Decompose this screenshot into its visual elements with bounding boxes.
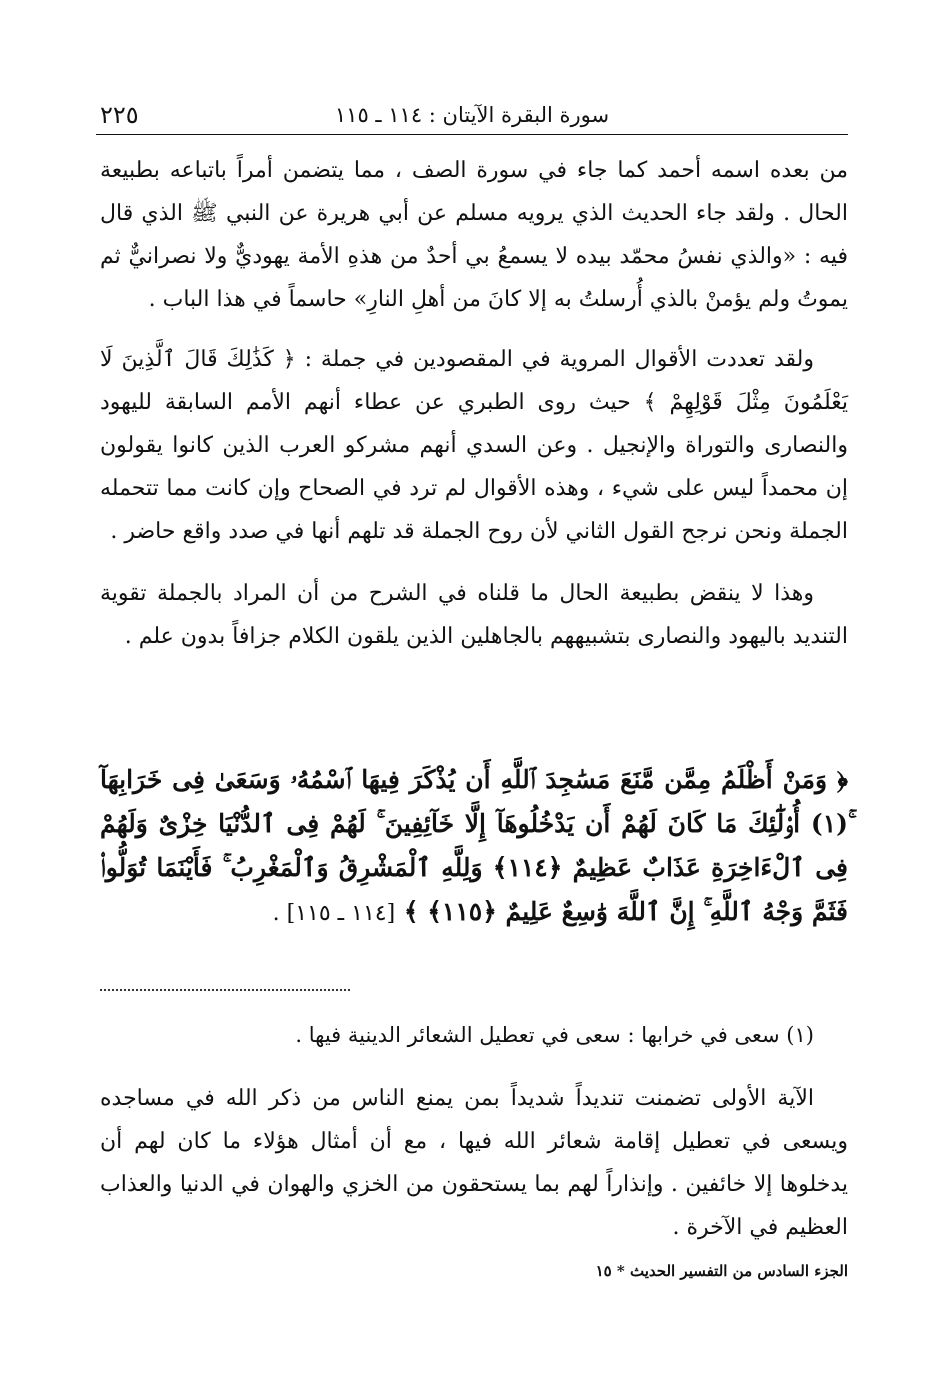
running-title: سورة البقرة الآيتان : ١١٤ ـ ١١٥ [334, 103, 610, 127]
page-footer [100, 1262, 848, 1280]
footnote-text: (١) سعى في خرابها : سعى في تعطيل الشعائر الدينية فيها . [295, 1023, 814, 1047]
quran-verse [100, 758, 848, 936]
commentary-paragraph [100, 1077, 848, 1249]
paragraph-text: الآية الأولى تضمنت تنديداً شديداً بمن يمنع الناس من ذكر الله في مساجده ويسعى في تعطيل إقامة شعائر الله فيها ، مع أن أمثال هؤلاء ما كان لهم أن يدخلوها إلا خائفين . وإنذاراً لهم بما يستحقون من الخزي والهوان في الدنيا والعذاب العظيم في الآخرة . [100, 1086, 848, 1240]
footer-text: الجزء السادس من التفسير الحديث * ١٥ [595, 1262, 848, 1280]
verse-text: ﴿ وَمَنْ أَظْلَمُ مِمَّن مَّنَعَ مَسَٰجِدَ ٱللَّهِ أَن يُذْكَرَ فِيهَا ٱسْمُهُۥ وَسَعَىٰ فِى خَرَابِهَآ ۚ(١) أُو۟لَٰٓئِكَ مَا كَانَ لَهُمْ أَن يَدْخُلُوهَآ إِلَّا خَآئِفِينَ ۚ لَهُمْ فِى ٱلدُّنْيَا خِزْىٌ وَلَهُمْ فِى ٱلْءَاخِرَةِ عَذَابٌ عَظِيمٌ ﴿١١٤﴾ وَلِلَّهِ ٱلْمَشْرِقُ وَٱلْمَغْرِبُ ۚ فَأَيْنَمَا تُوَلُّوا۟ فَثَمَّ وَجْهُ ٱللَّهِ ۚ إِنَّ ٱللَّهَ وَٰسِعٌ عَلِيمٌ ﴿١١٥﴾ ﴾ [100, 765, 848, 926]
paragraph-text: ولقد تعددت الأقوال المروية في المقصودين في جملة : ﴿ كَذَٰلِكَ قَالَ ٱلَّذِينَ لَا يَعْلَمُونَ مِثْلَ قَوْلِهِمْ ﴾ حيث روى الطبري عن عطاء أنهم الأمم السابقة لليهود والنصارى والتوراة والإنجيل . وعن السدي أنهم مشركو العرب الذين كانوا يقولون إن محمداً ليس على شيء ، وهذه الأقوال لم ترد في الصحاح وإن كانت مما تتحمله الجملة ونحن نرجح القول الثاني لأن روح الجملة قد تلهم أنها في صدد واقع حاضر . [100, 347, 848, 544]
paragraph-3 [100, 572, 848, 658]
paragraph-1 [100, 149, 848, 321]
page-header [96, 100, 848, 135]
paragraph-text: وهذا لا ينقض بطبيعة الحال ما قلناه في الشرح من أن المراد بالجملة تقوية التنديد باليهود والنصارى بتشبيههم بالجاهلين الذين يلقون الكلام جزافاً بدون علم . [100, 581, 848, 649]
footnote-separator [100, 989, 350, 991]
verse-reference: [١١٤ ـ ١١٥] . [272, 901, 396, 926]
paragraph-text: من بعده اسمه أحمد كما جاء في سورة الصف ، مما يتضمن أمراً باتباعه بطبيعة الحال . ولقد جاء الحديث الذي يرويه مسلم عن أبي هريرة عن النبي ﷺ الذي قال فيه : «والذي نفسُ محمّد بيده لا يسمعُ بي أحدٌ من هذهِ الأمة يهوديٌّ ولا نصرانيٌّ ثم يموتُ ولم يؤمنْ بالذي أُرسلتُ به إلا كانَ من أهلِ النارِ» حاسماً في هذا الباب . [100, 158, 848, 312]
footnote [100, 1018, 848, 1052]
page-number: ٢٢٥ [100, 101, 139, 129]
paragraph-2 [100, 338, 848, 553]
